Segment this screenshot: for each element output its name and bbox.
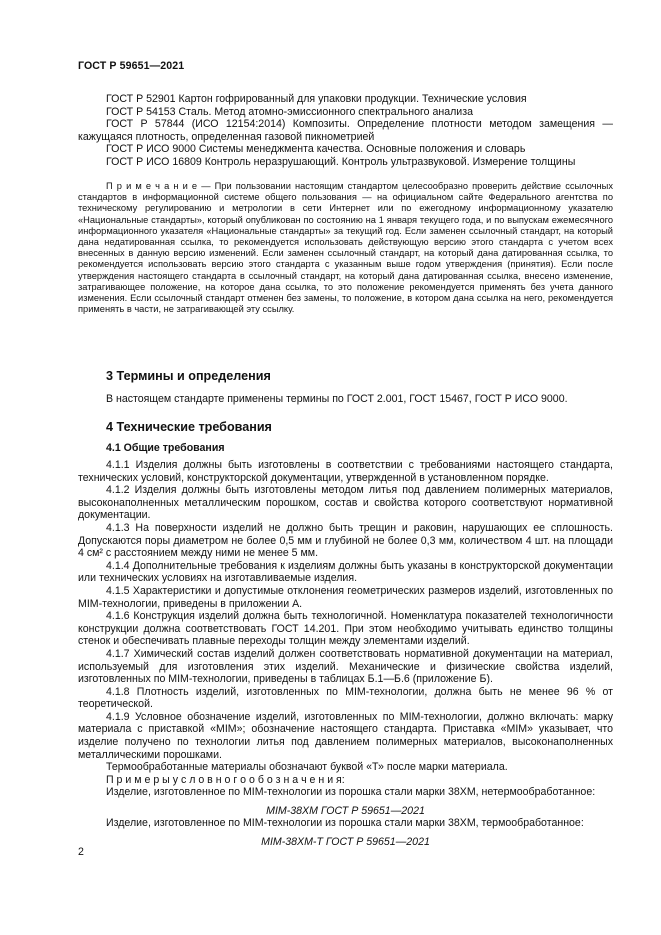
clause-4-1-7: 4.1.7 Химический состав изделий должен соответствовать нормативной документации на материал, используемый для изготовления этих изделий. Механические и физические свойства изделий, изготовленных по MIM-технологии, приведены в таблицах Б.1—Б.6 (приложение Б).: [78, 647, 613, 686]
note-block: [78, 181, 613, 315]
page-header: ГОСТ Р 59651—2021: [78, 60, 185, 72]
example-2-text: Изделие, изготовленное по MIM-технологии из порошка стали марки 38ХМ, термообработанное:: [106, 817, 584, 830]
example-2-code: MIM-38ХМ-Т ГОСТ Р 59651—2021: [261, 835, 430, 848]
clause-4-1-6: 4.1.6 Конструкция изделий должна быть технологичной. Номенклатура показателей технологичности конструкции должна соответствовать ГОСТ 14.201. При этом необходимо учитывать единство толщины стенок и обеспечивать плавные переходы толщин между элементами изделий.: [78, 610, 613, 648]
section-3-title: 3 Термины и определения: [106, 369, 271, 383]
clause-4-1-3: 4.1.3 На поверхности изделий не должно быть трещин и раковин, нарушающих ее сплошность. Допускаются поры диаметром не более 0,5 мм и глубиной не более 0,3 мм, количеством 4 шт. на площади 4 см² с расстоянием между ними не менее 5 мм.: [78, 521, 613, 560]
note-text: — При пользовании настоящим стандартом целесообразно проверить действие ссылочных стандартов в информационной системе общего пользования — на официальном сайте Федерального агентства по техническому регулированию и метрологии в сети Интернет или по ежегодному информационному указателю «Национальные стандарты», который опубликован по состоянию на 1 января текущего года, и по выпускам ежемесячного информационного указателя «Национальные стандарты» за текущий год. Если заменен ссылочный стандарт, на который дана недатированная ссылка, то рекомендуется использовать действующую версию этого стандарта с учетом всех внесенных в данную версию изменений. Если заменен ссылочный стандарт, на который дана датированная ссылка, то рекомендуется использовать версию этого стандарта с указанным выше годом утверждения (принятия). Если после утверждения настоящего стандарта в ссылочный стандарт, на который дана датированная ссылка, внесено изменение, затрагивающее положение, на которое дана ссылка, то это положение рекомендуется применять без учета данного изменения. Если ссылочный стандарт отменен без замены, то положение, в котором дана ссылка на него, рекомендуется применять в части, не затрагивающей эту ссылку.: [78, 181, 613, 315]
note-label: П р и м е ч а н и е: [106, 181, 198, 191]
clause-4-1-1: 4.1.1 Изделия должны быть изготовлены в соответствии с требованиями настоящего стандарта, технических условий, конструкторской документации, утвержденной в установленном порядке.: [78, 459, 613, 484]
thermo-paragraph: Термообработанные материалы обозначают буквой «Т» после марки материала.: [106, 761, 508, 774]
example-1-code: MIM-38ХМ ГОСТ Р 59651—2021: [266, 805, 425, 818]
section-4: [78, 420, 613, 848]
examples-label: П р и м е р ы у с л о в н о г о о б о з н а ч е н и я:: [106, 773, 345, 786]
note-paragraph: [78, 181, 613, 315]
reference-item: ГОСТ Р 57844 (ИСО 12154:2014) Композиты. Определение плотности методом замещения — кажущаяся плотность, определенная газовой пикнометрией: [78, 118, 613, 143]
reference-item: ГОСТ Р 54153 Сталь. Метод атомно-эмиссионного спектрального анализа: [106, 105, 473, 118]
reference-item: ГОСТ Р ИСО 16809 Контроль неразрушающий. Контроль ультразвуковой. Измерение толщины: [106, 155, 576, 168]
section-3: [78, 369, 613, 406]
clause-4-1-8: 4.1.8 Плотность изделий, изготовленных по MIM-технологии, должна быть не менее 96 % от теоретической.: [78, 685, 613, 711]
section-4-title: 4 Технические требования: [106, 420, 272, 434]
reference-item: ГОСТ Р ИСО 9000 Системы менеджмента качества. Основные положения и словарь: [106, 143, 526, 156]
clause-4-1-2: 4.1.2 Изделия должны быть изготовлены методом литья под давлением полимерных материалов, высоконаполненных металлическим порошком, состав и свойства которого соответствуют нормативной документации.: [78, 484, 613, 522]
clause-4-1-4: 4.1.4 Дополнительные требования к изделиям должны быть указаны в конструкторской документации или технических условиях на изготавливаемые изделия.: [78, 559, 613, 585]
reference-item: ГОСТ Р 52901 Картон гофрированный для упаковки продукции. Технические условия: [106, 93, 527, 105]
section-4-1-title: 4.1 Общие требования: [106, 442, 225, 454]
clause-4-1-9: 4.1.9 Условное обозначение изделий, изготовленных по MIM-технологии, должно включать: марку материала с приставкой «MIM»; обозначение настоящего стандарта. Приставка «MIM» указывает, что изделие получено по технологии литья под давлением полимерных материалов, высоконаполненных металлическими порошками.: [78, 710, 613, 761]
clause-4-1-5: 4.1.5 Характеристики и допустимые отклонения геометрических размеров изделий, изготовленных по MIM-технологии, приведены в приложении А.: [78, 584, 613, 610]
section-3-text: В настоящем стандарте применены термины по ГОСТ 2.001, ГОСТ 15467, ГОСТ Р ИСО 9000.: [106, 393, 568, 405]
normative-references: [78, 93, 613, 169]
example-1-text: Изделие, изготовленное по MIM-технологии из порошка стали марки 38ХМ, нетермообработанное:: [106, 786, 596, 799]
page-number: 2: [78, 846, 84, 858]
